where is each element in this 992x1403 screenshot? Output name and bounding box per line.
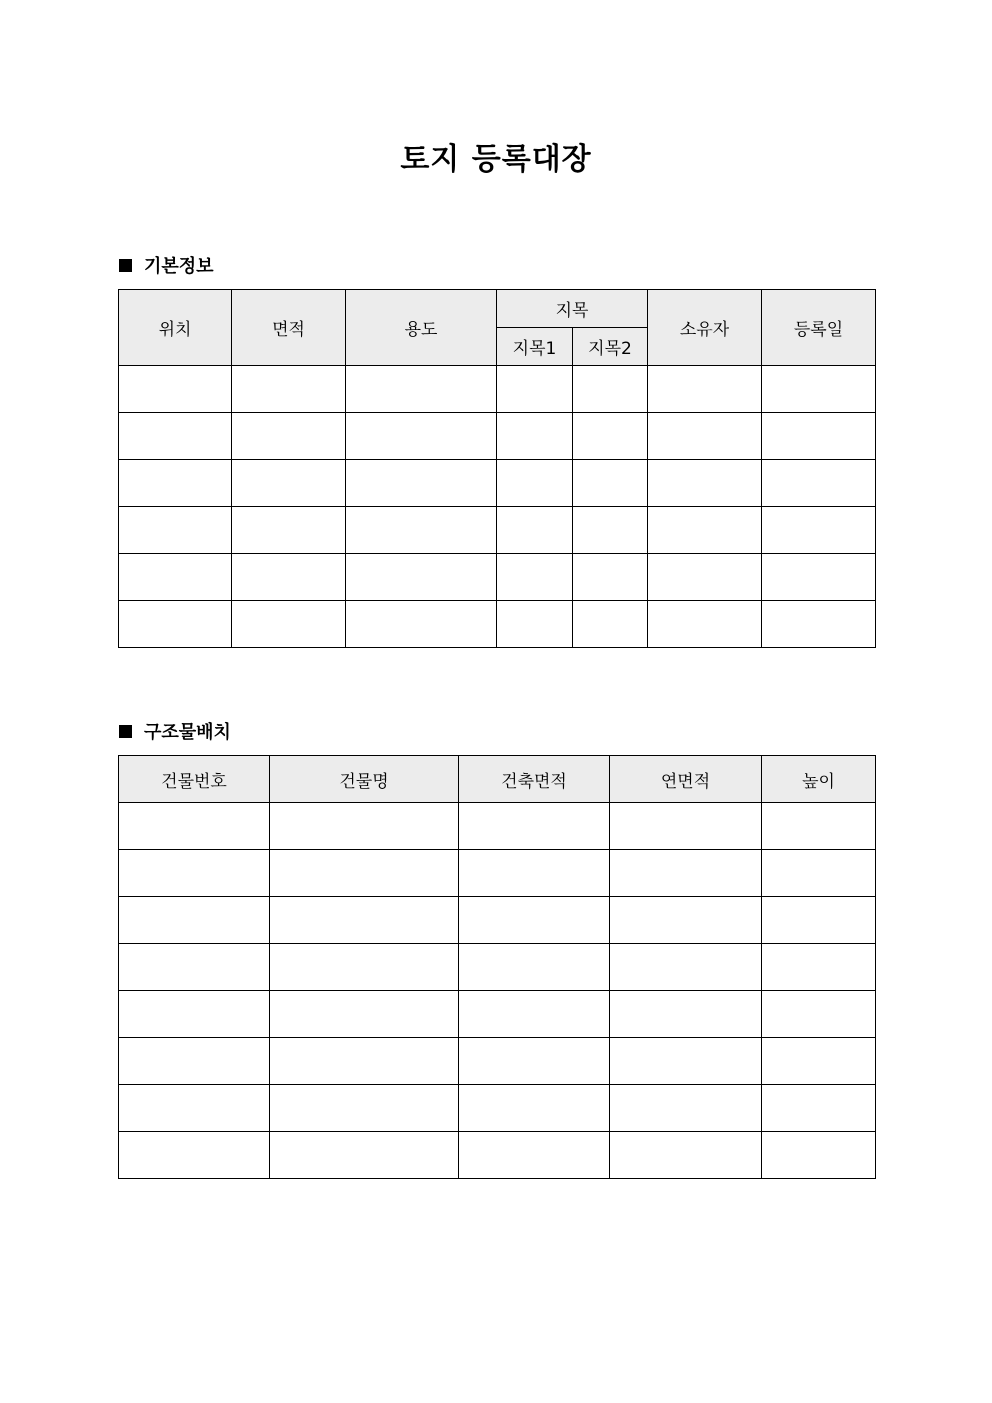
table-cell[interactable] bbox=[610, 1132, 762, 1179]
table-cell[interactable] bbox=[610, 897, 762, 944]
table-cell[interactable] bbox=[459, 991, 610, 1038]
table-cell[interactable] bbox=[232, 601, 346, 648]
header-building-name: 건물명 bbox=[270, 756, 459, 803]
header-usage: 용도 bbox=[346, 290, 497, 366]
table-cell[interactable] bbox=[346, 460, 497, 507]
table-cell[interactable] bbox=[459, 944, 610, 991]
table-cell[interactable] bbox=[648, 507, 762, 554]
table-row bbox=[119, 991, 876, 1038]
header-height: 높이 bbox=[762, 756, 876, 803]
table-cell[interactable] bbox=[497, 554, 573, 601]
table-cell[interactable] bbox=[610, 1085, 762, 1132]
section-heading-structure bbox=[119, 718, 231, 744]
header-owner: 소유자 bbox=[648, 290, 762, 366]
section-heading-label: 구조물배치 bbox=[144, 722, 231, 743]
table-cell[interactable] bbox=[648, 366, 762, 413]
table-cell[interactable] bbox=[762, 803, 876, 850]
table-cell[interactable] bbox=[497, 413, 573, 460]
table-row bbox=[119, 1038, 876, 1085]
table-cell[interactable] bbox=[270, 1038, 459, 1085]
table-cell[interactable] bbox=[346, 554, 497, 601]
section-heading-label: 기본정보 bbox=[144, 256, 214, 277]
table-cell[interactable] bbox=[346, 413, 497, 460]
table-row bbox=[119, 850, 876, 897]
table-cell[interactable] bbox=[648, 460, 762, 507]
table-cell[interactable] bbox=[119, 1085, 270, 1132]
table-cell[interactable] bbox=[270, 1132, 459, 1179]
header-location: 위치 bbox=[119, 290, 232, 366]
table-row bbox=[119, 897, 876, 944]
table-row bbox=[119, 554, 876, 601]
table-row bbox=[119, 601, 876, 648]
table-cell[interactable] bbox=[610, 803, 762, 850]
table-row bbox=[119, 1085, 876, 1132]
table-cell[interactable] bbox=[270, 1085, 459, 1132]
header-jimok2: 지목2 bbox=[573, 328, 648, 366]
table-cell[interactable] bbox=[762, 601, 876, 648]
table-cell[interactable] bbox=[762, 366, 876, 413]
table-cell[interactable] bbox=[119, 944, 270, 991]
header-building-number: 건물번호 bbox=[119, 756, 270, 803]
table-cell[interactable] bbox=[497, 460, 573, 507]
table-cell[interactable] bbox=[346, 601, 497, 648]
table-cell[interactable] bbox=[610, 850, 762, 897]
table-cell[interactable] bbox=[762, 460, 876, 507]
table-row bbox=[119, 1132, 876, 1179]
table-cell[interactable] bbox=[119, 601, 232, 648]
table-cell[interactable] bbox=[573, 507, 648, 554]
table-cell[interactable] bbox=[459, 1085, 610, 1132]
table-cell[interactable] bbox=[610, 991, 762, 1038]
table-cell[interactable] bbox=[232, 366, 346, 413]
table-cell[interactable] bbox=[497, 366, 573, 413]
table-cell[interactable] bbox=[119, 1038, 270, 1085]
table-cell[interactable] bbox=[119, 507, 232, 554]
table-cell[interactable] bbox=[762, 554, 876, 601]
header-jimok1: 지목1 bbox=[497, 328, 573, 366]
table-cell[interactable] bbox=[119, 554, 232, 601]
table-cell[interactable] bbox=[270, 944, 459, 991]
table-cell[interactable] bbox=[270, 803, 459, 850]
table-cell[interactable] bbox=[762, 944, 876, 991]
table-row bbox=[119, 803, 876, 850]
section-heading-basic-info bbox=[119, 252, 214, 278]
table-cell[interactable] bbox=[573, 413, 648, 460]
table-cell[interactable] bbox=[270, 897, 459, 944]
header-total-floor-area: 연면적 bbox=[610, 756, 762, 803]
table-cell[interactable] bbox=[762, 413, 876, 460]
table-cell[interactable] bbox=[648, 554, 762, 601]
table-cell[interactable] bbox=[648, 601, 762, 648]
table-cell[interactable] bbox=[762, 991, 876, 1038]
page-title: 토지 등록대장 bbox=[400, 142, 592, 177]
table-cell[interactable] bbox=[573, 460, 648, 507]
square-bullet-icon bbox=[119, 259, 132, 272]
table-cell[interactable] bbox=[346, 507, 497, 554]
table-cell[interactable] bbox=[232, 413, 346, 460]
table-cell[interactable] bbox=[610, 1038, 762, 1085]
table-row bbox=[119, 413, 876, 460]
table-cell[interactable] bbox=[648, 413, 762, 460]
table-cell[interactable] bbox=[497, 601, 573, 648]
table-cell[interactable] bbox=[762, 1132, 876, 1179]
table-cell[interactable] bbox=[459, 1132, 610, 1179]
table-cell[interactable] bbox=[119, 897, 270, 944]
table-cell[interactable] bbox=[119, 850, 270, 897]
table-cell[interactable] bbox=[762, 850, 876, 897]
table-cell[interactable] bbox=[119, 1132, 270, 1179]
header-building-area: 건축면적 bbox=[459, 756, 610, 803]
structure-table bbox=[118, 755, 876, 1179]
table-cell[interactable] bbox=[119, 460, 232, 507]
table-cell[interactable] bbox=[573, 601, 648, 648]
table-cell[interactable] bbox=[119, 366, 232, 413]
table-row bbox=[119, 944, 876, 991]
table-row bbox=[119, 507, 876, 554]
table-cell[interactable] bbox=[459, 803, 610, 850]
table-cell[interactable] bbox=[459, 850, 610, 897]
table-cell[interactable] bbox=[119, 991, 270, 1038]
table-cell[interactable] bbox=[762, 1038, 876, 1085]
table-cell[interactable] bbox=[573, 554, 648, 601]
table-cell[interactable] bbox=[762, 507, 876, 554]
table-cell[interactable] bbox=[232, 554, 346, 601]
table-cell[interactable] bbox=[346, 366, 497, 413]
table-cell[interactable] bbox=[119, 413, 232, 460]
table-cell[interactable] bbox=[270, 850, 459, 897]
table-cell[interactable] bbox=[762, 897, 876, 944]
header-jimok: 지목 bbox=[497, 290, 648, 328]
basic-info-table-body bbox=[119, 366, 876, 648]
table-row bbox=[119, 366, 876, 413]
table-cell[interactable] bbox=[459, 897, 610, 944]
table-cell[interactable] bbox=[497, 507, 573, 554]
table-cell[interactable] bbox=[232, 460, 346, 507]
table-cell[interactable] bbox=[762, 1085, 876, 1132]
table-cell[interactable] bbox=[119, 803, 270, 850]
square-bullet-icon bbox=[119, 725, 132, 738]
header-reg-date: 등록일 bbox=[762, 290, 876, 366]
structure-table-body bbox=[119, 803, 876, 1179]
basic-info-table bbox=[118, 289, 876, 648]
table-row bbox=[119, 460, 876, 507]
table-cell[interactable] bbox=[610, 944, 762, 991]
table-cell[interactable] bbox=[459, 1038, 610, 1085]
header-area: 면적 bbox=[232, 290, 346, 366]
table-cell[interactable] bbox=[573, 366, 648, 413]
table-cell[interactable] bbox=[270, 991, 459, 1038]
table-cell[interactable] bbox=[232, 507, 346, 554]
